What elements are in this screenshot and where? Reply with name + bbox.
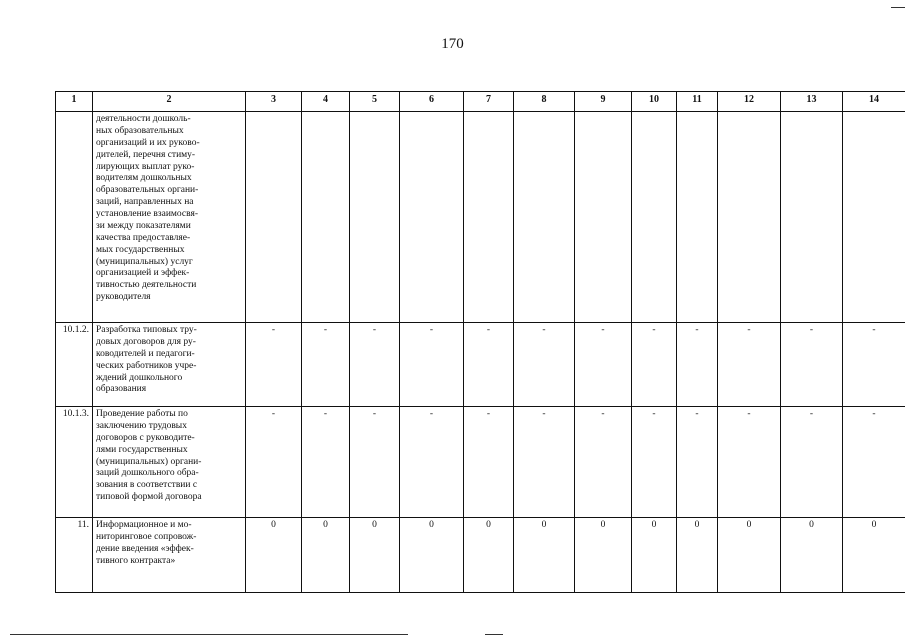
value-cell: - xyxy=(464,407,514,518)
value-cell: - xyxy=(575,323,632,407)
value-cell: - xyxy=(464,323,514,407)
value-cell: - xyxy=(302,407,350,518)
header-cell: 8 xyxy=(514,92,575,112)
row-description: Разработка типовых тру- довых договоров для ру- ководителей и педагоги- ческих работников учре- ждений дошкольного образования xyxy=(93,323,246,407)
value-cell: - xyxy=(843,323,905,407)
value-cell: - xyxy=(781,323,843,407)
header-cell: 4 xyxy=(302,92,350,112)
value-cell: 0 xyxy=(302,518,350,593)
value-cell xyxy=(464,112,514,323)
value-cell: 0 xyxy=(843,518,905,593)
value-cell: - xyxy=(246,323,302,407)
row-number xyxy=(56,112,93,323)
value-cell: - xyxy=(677,407,718,518)
row-number: 10.1.3. xyxy=(56,407,93,518)
value-cell xyxy=(514,112,575,323)
header-cell: 5 xyxy=(350,92,400,112)
value-cell: - xyxy=(781,407,843,518)
row-description: Информационное и мо- ниторинговое сопровож- дение введения «эффек- тивного контракта» xyxy=(93,518,246,593)
footer-rule xyxy=(485,634,503,635)
value-cell xyxy=(350,112,400,323)
value-cell: - xyxy=(400,323,464,407)
page-number: 170 xyxy=(441,36,464,52)
row-number: 11. xyxy=(56,518,93,593)
header-cell: 14 xyxy=(843,92,905,112)
value-cell: 0 xyxy=(246,518,302,593)
corner-mark xyxy=(891,7,905,8)
value-cell: - xyxy=(350,407,400,518)
value-cell xyxy=(400,112,464,323)
value-cell xyxy=(575,112,632,323)
value-cell: - xyxy=(246,407,302,518)
footer-rule xyxy=(10,634,408,635)
value-cell xyxy=(718,112,781,323)
value-cell xyxy=(302,112,350,323)
table-row xyxy=(56,323,905,407)
data-table xyxy=(55,91,905,593)
row-description: деятельности дошколь- ных образовательных организаций и их руково- дителей, перечня стиму- лирующих выплат руко- водителям дошкольных образовательных органи- заций, направленных на установление взаимосвя- зи между показателями качества предоставляе- мых государственных (муниципальных) услуг организацией и эффек- тивностью деятельности руководителя xyxy=(93,112,246,323)
value-cell: - xyxy=(677,323,718,407)
header-cell: 1 xyxy=(56,92,93,112)
value-cell: - xyxy=(514,323,575,407)
value-cell: - xyxy=(632,407,677,518)
value-cell xyxy=(781,112,843,323)
value-cell: - xyxy=(302,323,350,407)
value-cell: 0 xyxy=(677,518,718,593)
value-cell: 0 xyxy=(514,518,575,593)
header-cell: 2 xyxy=(93,92,246,112)
header-cell: 13 xyxy=(781,92,843,112)
value-cell: 0 xyxy=(350,518,400,593)
value-cell: 0 xyxy=(781,518,843,593)
table-row xyxy=(56,112,905,323)
value-cell: - xyxy=(718,407,781,518)
value-cell: - xyxy=(400,407,464,518)
value-cell xyxy=(677,112,718,323)
value-cell: - xyxy=(843,407,905,518)
table-row xyxy=(56,407,905,518)
value-cell: - xyxy=(350,323,400,407)
header-row xyxy=(56,92,905,112)
value-cell: 0 xyxy=(464,518,514,593)
value-cell xyxy=(843,112,905,323)
table-row xyxy=(56,518,905,593)
value-cell: - xyxy=(514,407,575,518)
row-number: 10.1.2. xyxy=(56,323,93,407)
value-cell: 0 xyxy=(632,518,677,593)
header-cell: 11 xyxy=(677,92,718,112)
value-cell: - xyxy=(632,323,677,407)
value-cell: - xyxy=(718,323,781,407)
value-cell: 0 xyxy=(400,518,464,593)
value-cell: 0 xyxy=(575,518,632,593)
header-cell: 3 xyxy=(246,92,302,112)
value-cell xyxy=(246,112,302,323)
value-cell: - xyxy=(575,407,632,518)
header-cell: 6 xyxy=(400,92,464,112)
header-cell: 10 xyxy=(632,92,677,112)
header-cell: 9 xyxy=(575,92,632,112)
header-cell: 12 xyxy=(718,92,781,112)
value-cell xyxy=(632,112,677,323)
header-cell: 7 xyxy=(464,92,514,112)
value-cell: 0 xyxy=(718,518,781,593)
row-description: Проведение работы по заключению трудовых договоров с руководите- лями государственных (муниципальных) органи- заций дошкольного обра- зования в соответствии с типовой формой договора xyxy=(93,407,246,518)
